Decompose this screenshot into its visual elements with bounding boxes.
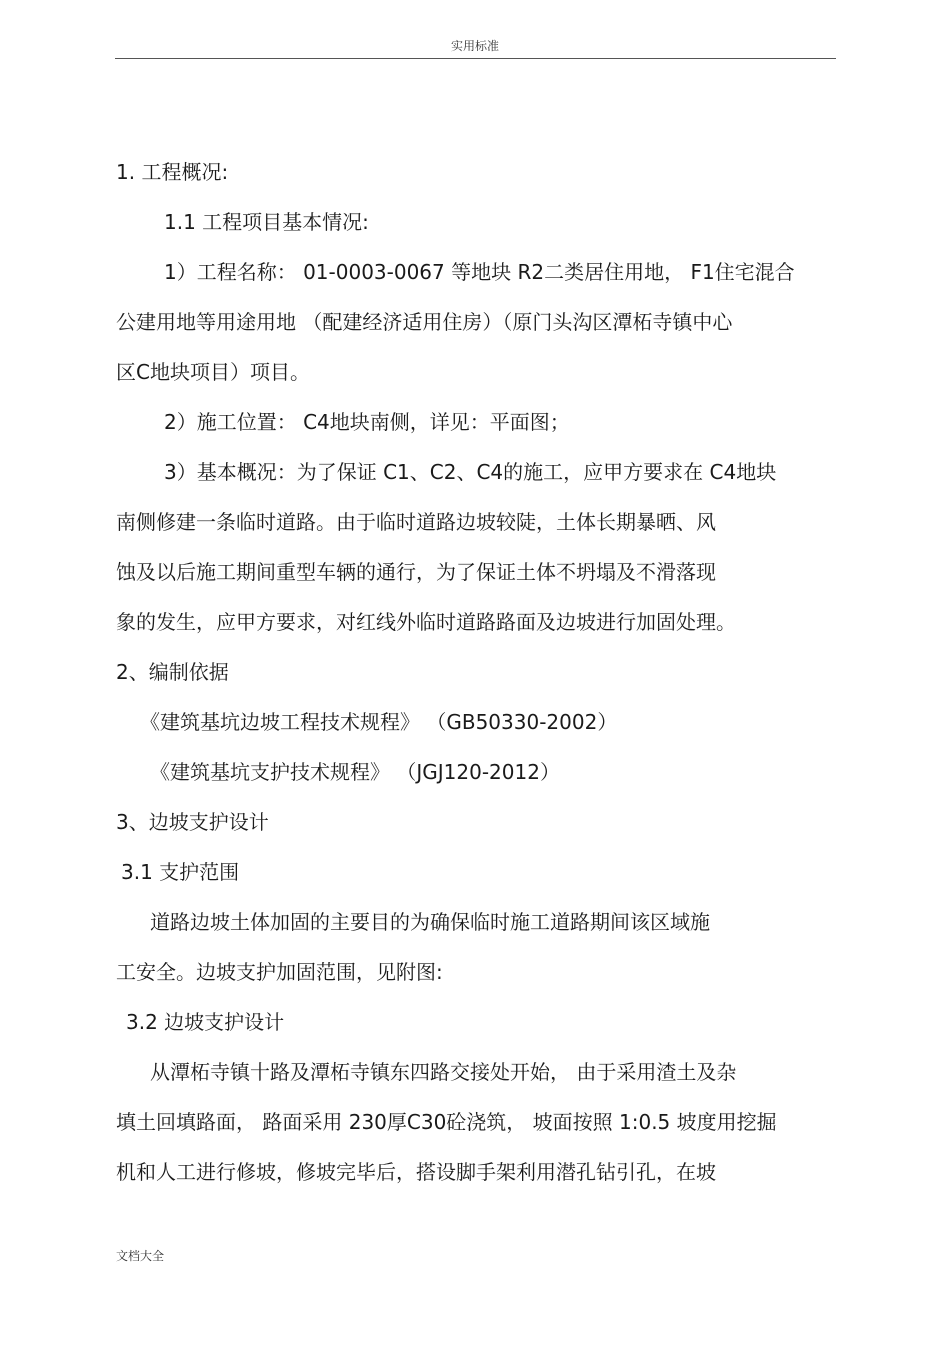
paragraph-line: 机和人工进行修坡，修坡完毕后，搭设脚手架利用潜孔钻引孔，在坡 (116, 1160, 716, 1184)
paragraph-line: 象的发生，应甲方要求，对红线外临时道路路面及边坡进行加固处理。 (116, 610, 736, 634)
paragraph-line: 3）基本概况：为了保证 C1、C2、C4的施工，应甲方要求在 C4地块 (164, 460, 777, 484)
paragraph-line: 1）工程名称： 01-0003-0067 等地块 R2二类居住用地， F1住宅混合 (164, 260, 795, 284)
paragraph-line: 公建用地等用途用地 （配建经济适用住房）（原门头沟区潭柘寺镇中心 (116, 310, 733, 334)
subsection-heading-3-2: 3.2 边坡支护设计 (126, 1010, 285, 1034)
paragraph-line: 南侧修建一条临时道路。由于临时道路边坡较陡，土体长期暴晒、风 (116, 510, 716, 534)
subsection-heading-3-1: 3.1 支护范围 (121, 860, 240, 884)
paragraph-line: 区C地块项目）项目。 (116, 360, 310, 384)
reference-item: 《建筑基坑支护技术规程》 （JGJ120-2012） (150, 760, 560, 784)
section-heading-2: 2、编制依据 (116, 660, 229, 684)
header-divider (115, 58, 836, 59)
header-title: 实用标准 (450, 39, 499, 53)
paragraph-line: 蚀及以后施工期间重型车辆的通行，为了保证土体不坍塌及不滑落现 (116, 560, 716, 584)
section-heading-3: 3、边坡支护设计 (116, 810, 269, 834)
paragraph-line: 从潭柘寺镇十路及潭柘寺镇东四路交接处开始， 由于采用渣土及杂 (150, 1060, 737, 1084)
subsection-heading-1-1: 1.1 工程项目基本情况: (164, 210, 369, 234)
page-footer: 文档大全 (116, 1249, 165, 1263)
reference-item: 《建筑基坑边坡工程技术规程》 （GB50330-2002） (140, 710, 618, 734)
paragraph-line: 工安全。边坡支护加固范围，见附图: (116, 960, 443, 984)
paragraph-line: 填土回填路面， 路面采用 230厚C30砼浇筑， 坡面按照 1:0.5 坡度用挖掘 (116, 1110, 777, 1134)
paragraph-line: 2）施工位置： C4地块南侧，详见：平面图； (164, 410, 570, 434)
paragraph-line: 道路边坡土体加固的主要目的为确保临时施工道路期间该区域施 (150, 910, 710, 934)
section-heading-1: 1. 工程概况: (116, 160, 229, 184)
